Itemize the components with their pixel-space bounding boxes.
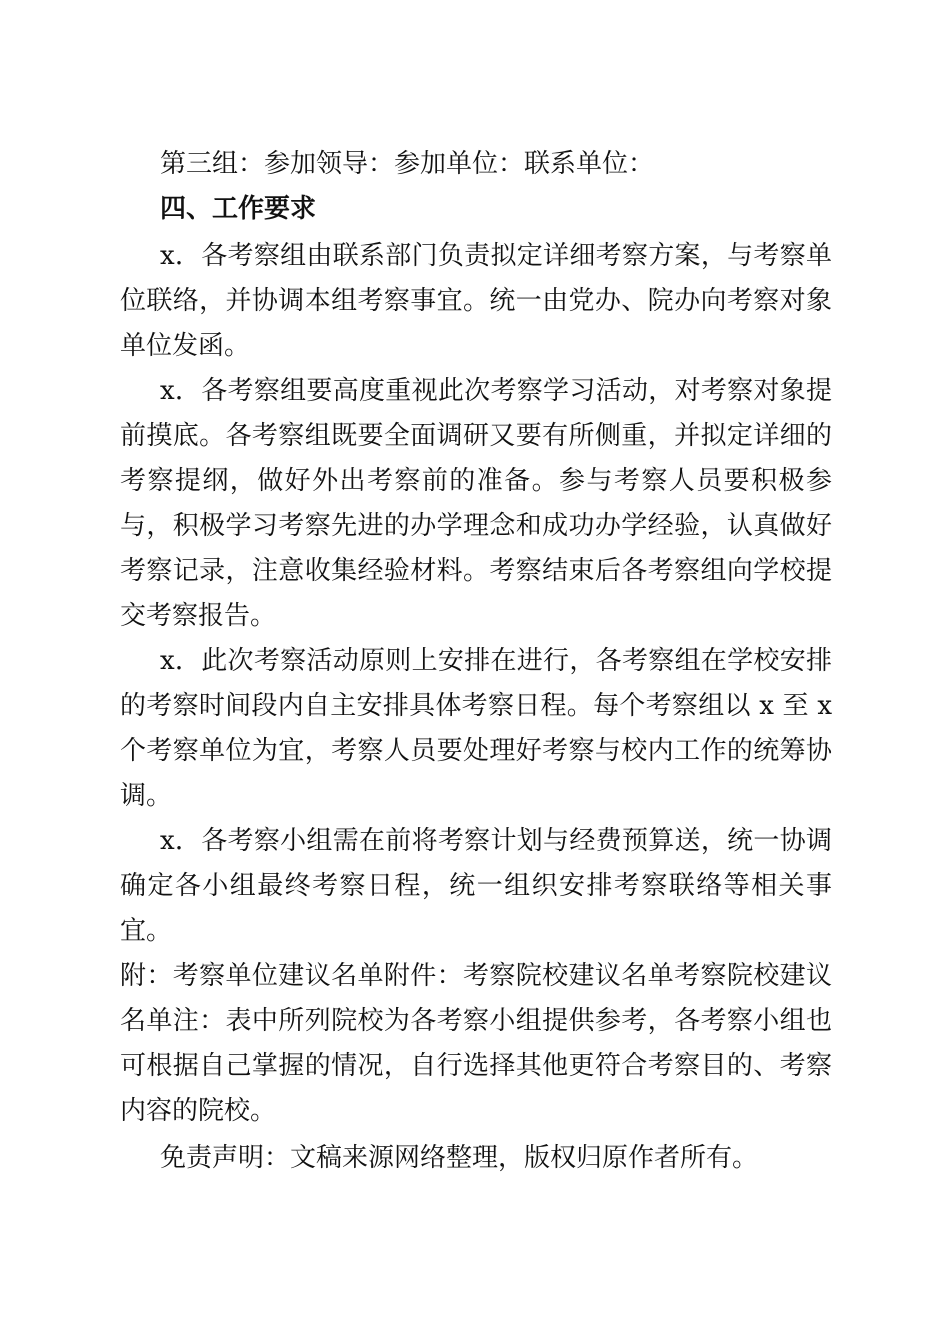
requirement-paragraph-2: x．各考察组要高度重视此次考察学习活动，对考察对象提前摸底。各考察组既要全面调研又要有所侧重，并拟定详细的考察提纲，做好外出考察前的准备。参与考察人员要积极参与，积极学习考察先进的办学理念和成功办学经验，认真做好考察记录，注意收集经验材料。考察结束后各考察组向学校提交考察报告。 bbox=[120, 376, 832, 631]
section-heading: 四、工作要求 bbox=[160, 194, 317, 224]
disclaimer: 免责声明：文稿来源网络整理，版权归原作者所有。 bbox=[160, 1143, 759, 1173]
document-body bbox=[120, 142, 832, 1181]
group-three-line: 第三组：参加领导：参加单位：联系单位： bbox=[160, 149, 655, 179]
requirement-paragraph-3: x．此次考察活动原则上安排在进行，各考察组在学校安排的考察时间段内自主安排具体考察日程。每个考察组以 x 至 x 个考察单位为宜，考察人员要处理好考察与校内工作的统筹协调。 bbox=[120, 646, 832, 811]
requirement-paragraph-1: x．各考察组由联系部门负责拟定详细考察方案，与考察单位联络，并协调本组考察事宜。统一由党办、院办向考察对象单位发函。 bbox=[120, 241, 832, 361]
requirement-paragraph-4: x．各考察小组需在前将考察计划与经费预算送，统一协调确定各小组最终考察日程，统一组织安排考察联络等相关事宜。 bbox=[120, 826, 832, 946]
appendix-paragraph: 附：考察单位建议名单附件：考察院校建议名单考察院校建议名单注：表中所列院校为各考察小组提供参考，各考察小组也可根据自己掌握的情况，自行选择其他更符合考察目的、考察内容的院校。 bbox=[120, 961, 832, 1126]
